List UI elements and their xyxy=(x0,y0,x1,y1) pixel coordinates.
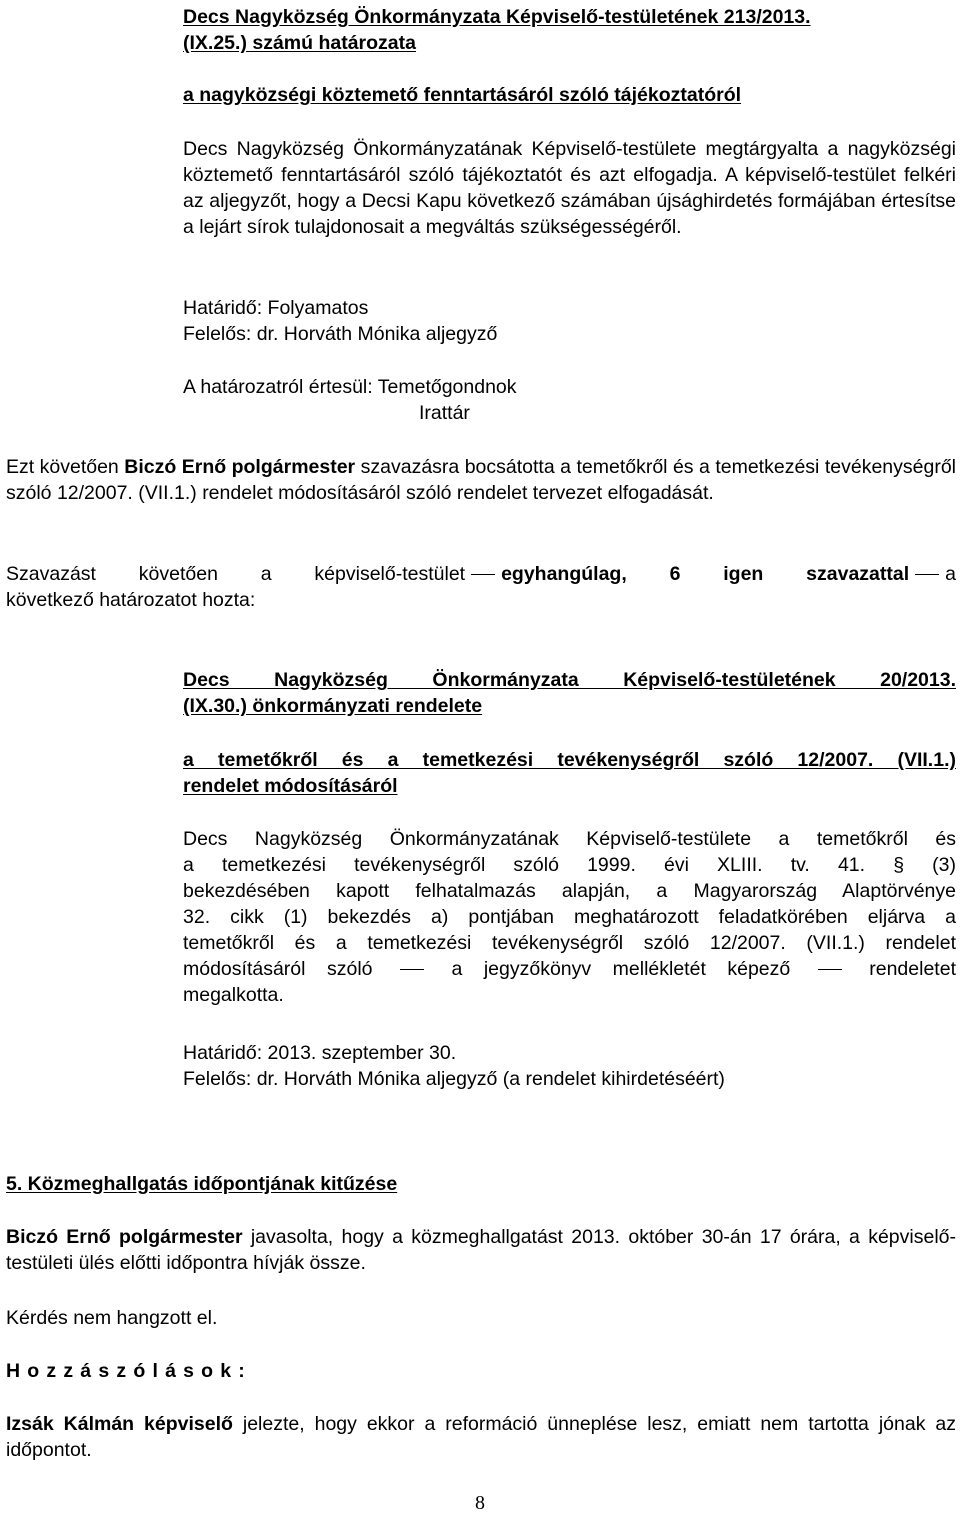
mayor-name: Biczó Ernő polgármester xyxy=(124,456,356,478)
em-dash xyxy=(471,574,495,575)
em-dash xyxy=(400,969,424,970)
speaker-representative: Izsák Kálmán képviselő xyxy=(6,1413,233,1435)
vote-intro-paragraph: Ezt követően Biczó Ernő polgármester szavazásra bocsátotta a temetőkről és a temetkezési tevékenységről szóló 12/2007. (VII.1.) rendelet módosításáról szóló rendelet tervezet elfogadását. xyxy=(6,456,956,504)
decree-deadline: Határidő: 2013. szeptember 30. xyxy=(183,1042,457,1064)
em-dash xyxy=(915,574,939,575)
resolution-notified: A határozatról értesül: Temetőgondnok xyxy=(183,376,517,398)
speaker-mayor: Biczó Ernő polgármester xyxy=(6,1226,243,1248)
no-question-note: Kérdés nem hangzott el. xyxy=(6,1307,218,1329)
section-5-proposal: Biczó Ernő polgármester javasolta, hogy a közmeghallgatást 2013. október 30-án 17 órára, a képviselő-testületi ülés előtti időpontra hívják össze. xyxy=(6,1226,956,1274)
decree-title: Decs Nagyközség Önkormányzata Képviselő-testületének 20/2013. (IX.30.) önkormányzati rendelete xyxy=(183,669,956,717)
resolution-body: Decs Nagyközség Önkormányzatának Képviselő-testülete megtárgyalta a nagyközségi köztemető fenntartásáról szóló tájékoztatót és azt elfogadja. A képviselő-testület felkéri az aljegyzőt, hogy a Decsi Kapu következő számában újsághirdetés formájában értesítse a lejárt sírok tulajdonosait a megváltás szükségességéről. xyxy=(183,138,956,238)
vote-result-paragraph: Szavazást követően a képviselő-testület egyhangúlag, 6 igen szavazattal a következő határozatot hozta: xyxy=(6,563,956,611)
decree-body: Decs Nagyközség Önkormányzatának Képviselő-testülete a temetőkről és a temetkezési tevékenységről szóló 1999. évi XLIII. tv. 41. § (3) bekezdésében kapott felhatalmazás alapján, a Magyarország Alaptörvénye 32. cikk (1) bekezdés a) pontjában meghatározott feladatkörében eljárva a temetőkről és a temetkezési tevékenységről szóló 12/2007. (VII.1.) rendelet módosításáról szóló a jegyzőkönyv mellékletét képező rendeletet megalkotta. xyxy=(183,828,956,1006)
em-dash xyxy=(818,969,842,970)
vote-result: egyhangúlag, 6 igen szavazattal xyxy=(501,563,910,585)
resolution-notified-archive: Irattár xyxy=(419,402,470,424)
resolution-deadline: Határidő: Folyamatos xyxy=(183,297,369,319)
decree-subject: a temetőkről és a temetkezési tevékenységről szóló 12/2007. (VII.1.) rendelet módosításáról xyxy=(183,749,956,797)
section-5-heading: 5. Közmeghallgatás időpontjának kitűzése xyxy=(6,1173,398,1195)
comment-paragraph: Izsák Kálmán képviselő jelezte, hogy ekkor a reformáció ünneplése lesz, emiatt nem tartotta jónak az időpontot. xyxy=(6,1413,957,1461)
comments-heading: Hozzászólások: xyxy=(6,1360,253,1382)
page-number: 8 xyxy=(475,1492,485,1514)
decree-responsible: Felelős: dr. Horváth Mónika aljegyző (a rendelet kihirdetéséért) xyxy=(183,1068,725,1090)
resolution-subject: a nagyközségi köztemető fenntartásáról szóló tájékoztatóról xyxy=(183,84,742,106)
resolution-title: Decs Nagyközség Önkormányzata Képviselő-testületének 213/2013. (IX.25.) számú határozata xyxy=(183,6,811,54)
resolution-responsible: Felelős: dr. Horváth Mónika aljegyző xyxy=(183,323,498,345)
